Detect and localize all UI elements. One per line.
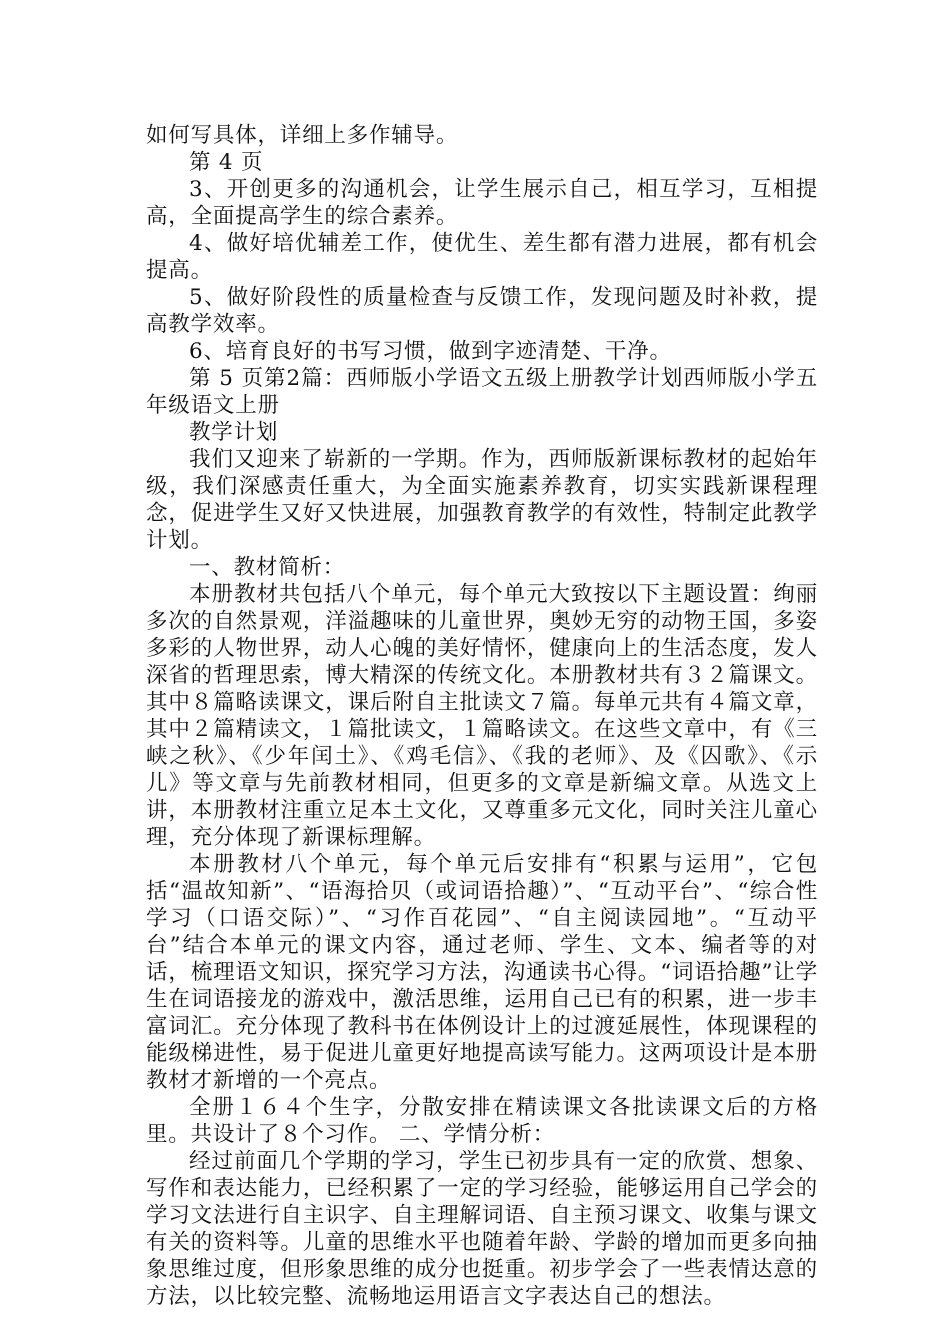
document-body — [146, 122, 818, 1310]
paragraph-item-3: 3、开创更多的沟通机会，让学生展示自己，相互学习，互相提高，全面提高学生的综合素养。 — [146, 177, 818, 229]
paragraph-textbook-content: 本册教材共包括八个单元，每个单元大致按以下主题设置：绚丽多次的自然景观，洋溢趣味的儿童世界，奥妙无穷的动物王国，多姿多彩的人物世界，动人心魄的美好情怀，健康向上的生活态度，发人深省的哲理思索，博大精深的传统文化。本册教材共有３２篇课文。其中８篇略读课文，课后附自主批读文７篇。每单元共有４篇文章，其中２篇精读文，１篇批读文，１篇略读文。在这些文章中，有《三峡之秋》、《少年闰土》、《鸡毛信》、《我的老师》、及《囚歌》、《示儿》等文章与先前教材相同，但更多的文章是新编文章。从选文上讲，本册教材注重立足本土文化，又尊重多元文化，同时关注儿童心理，充分体现了新课标理解。 — [146, 582, 818, 850]
section-heading-plan: 教学计划 — [189, 420, 279, 445]
paragraph-item-4: 4、做好培优辅差工作，使优生、差生都有潜力进展，都有机会提高。 — [146, 231, 818, 283]
paragraph-item-6: 6、培育良好的书写习惯，做到字迹清楚、干净。 — [189, 339, 672, 364]
paragraph-item-5: 5、做好阶段性的质量检查与反馈工作，发现问题及时补救，提高教学效率。 — [146, 285, 818, 337]
paragraph-unit-structure: 本册教材八个单元，每个单元后安排有“积累与运用”，它包括“温故知新”、“语海拾贝（或词语拾趣）”、“互动平台”、“综合性学习（口语交际）”、“习作百花园”、“自主阅读园地”。“互动平台”结合本单元的课文内容，通过老师、学生、文本、编者等的对话，梳理语文知识，探究学习方法，沟通读书心得。“词语拾趣”让学生在词语接龙的游戏中，激活思维，运用自己已有的积累，进一步丰富词汇。充分体现了教科书在体例设计上的过渡延展性，体现课程的能级梯进性，易于促进儿童更好地提高读写能力。这两项设计是本册教材才新增的一个亮点。 — [146, 852, 818, 1093]
page-marker-4: 第 4 页 — [189, 150, 264, 175]
page-marker-5-section-title: 第 5 页第2篇：西师版小学语文五级上册教学计划西师版小学五年级语文上册 — [146, 366, 818, 418]
paragraph-student-analysis: 经过前面几个学期的学习，学生已初步具有一定的欣赏、想象、写作和表达能力，已经积累了一定的学习经验，能够运用自己学会的学习文法进行自主识字、自主理解词语、自主预习课文、收集与课文有关的资料等。儿童的思维水平也随着年龄、学龄的增加而更多向抽象思维过度，但形象思维的成分也挺重。初步学会了一些表情达意的方法，以比较完整、流畅地运用语言文字表达自己的想法。 — [146, 1149, 818, 1309]
heading-textbook-analysis: 一、教材简析： — [189, 555, 346, 580]
paragraph-characters-and-learning: 全册１６４个生字，分散安排在精读课文各批读课文后的方格里。共设计了８个习作。 二、学情分析： — [146, 1095, 818, 1147]
paragraph-continuation: 如何写具体，详细上多作辅导。 — [146, 123, 459, 148]
paragraph-intro: 我们又迎来了崭新的一学期。作为，西师版新课标教材的起始年级，我们深感责任重大，为全面实施素养教育，切实实践新课程理念，促进学生又好又快进展，加强教育教学的有效性，特制定此教学计划。 — [146, 447, 818, 553]
